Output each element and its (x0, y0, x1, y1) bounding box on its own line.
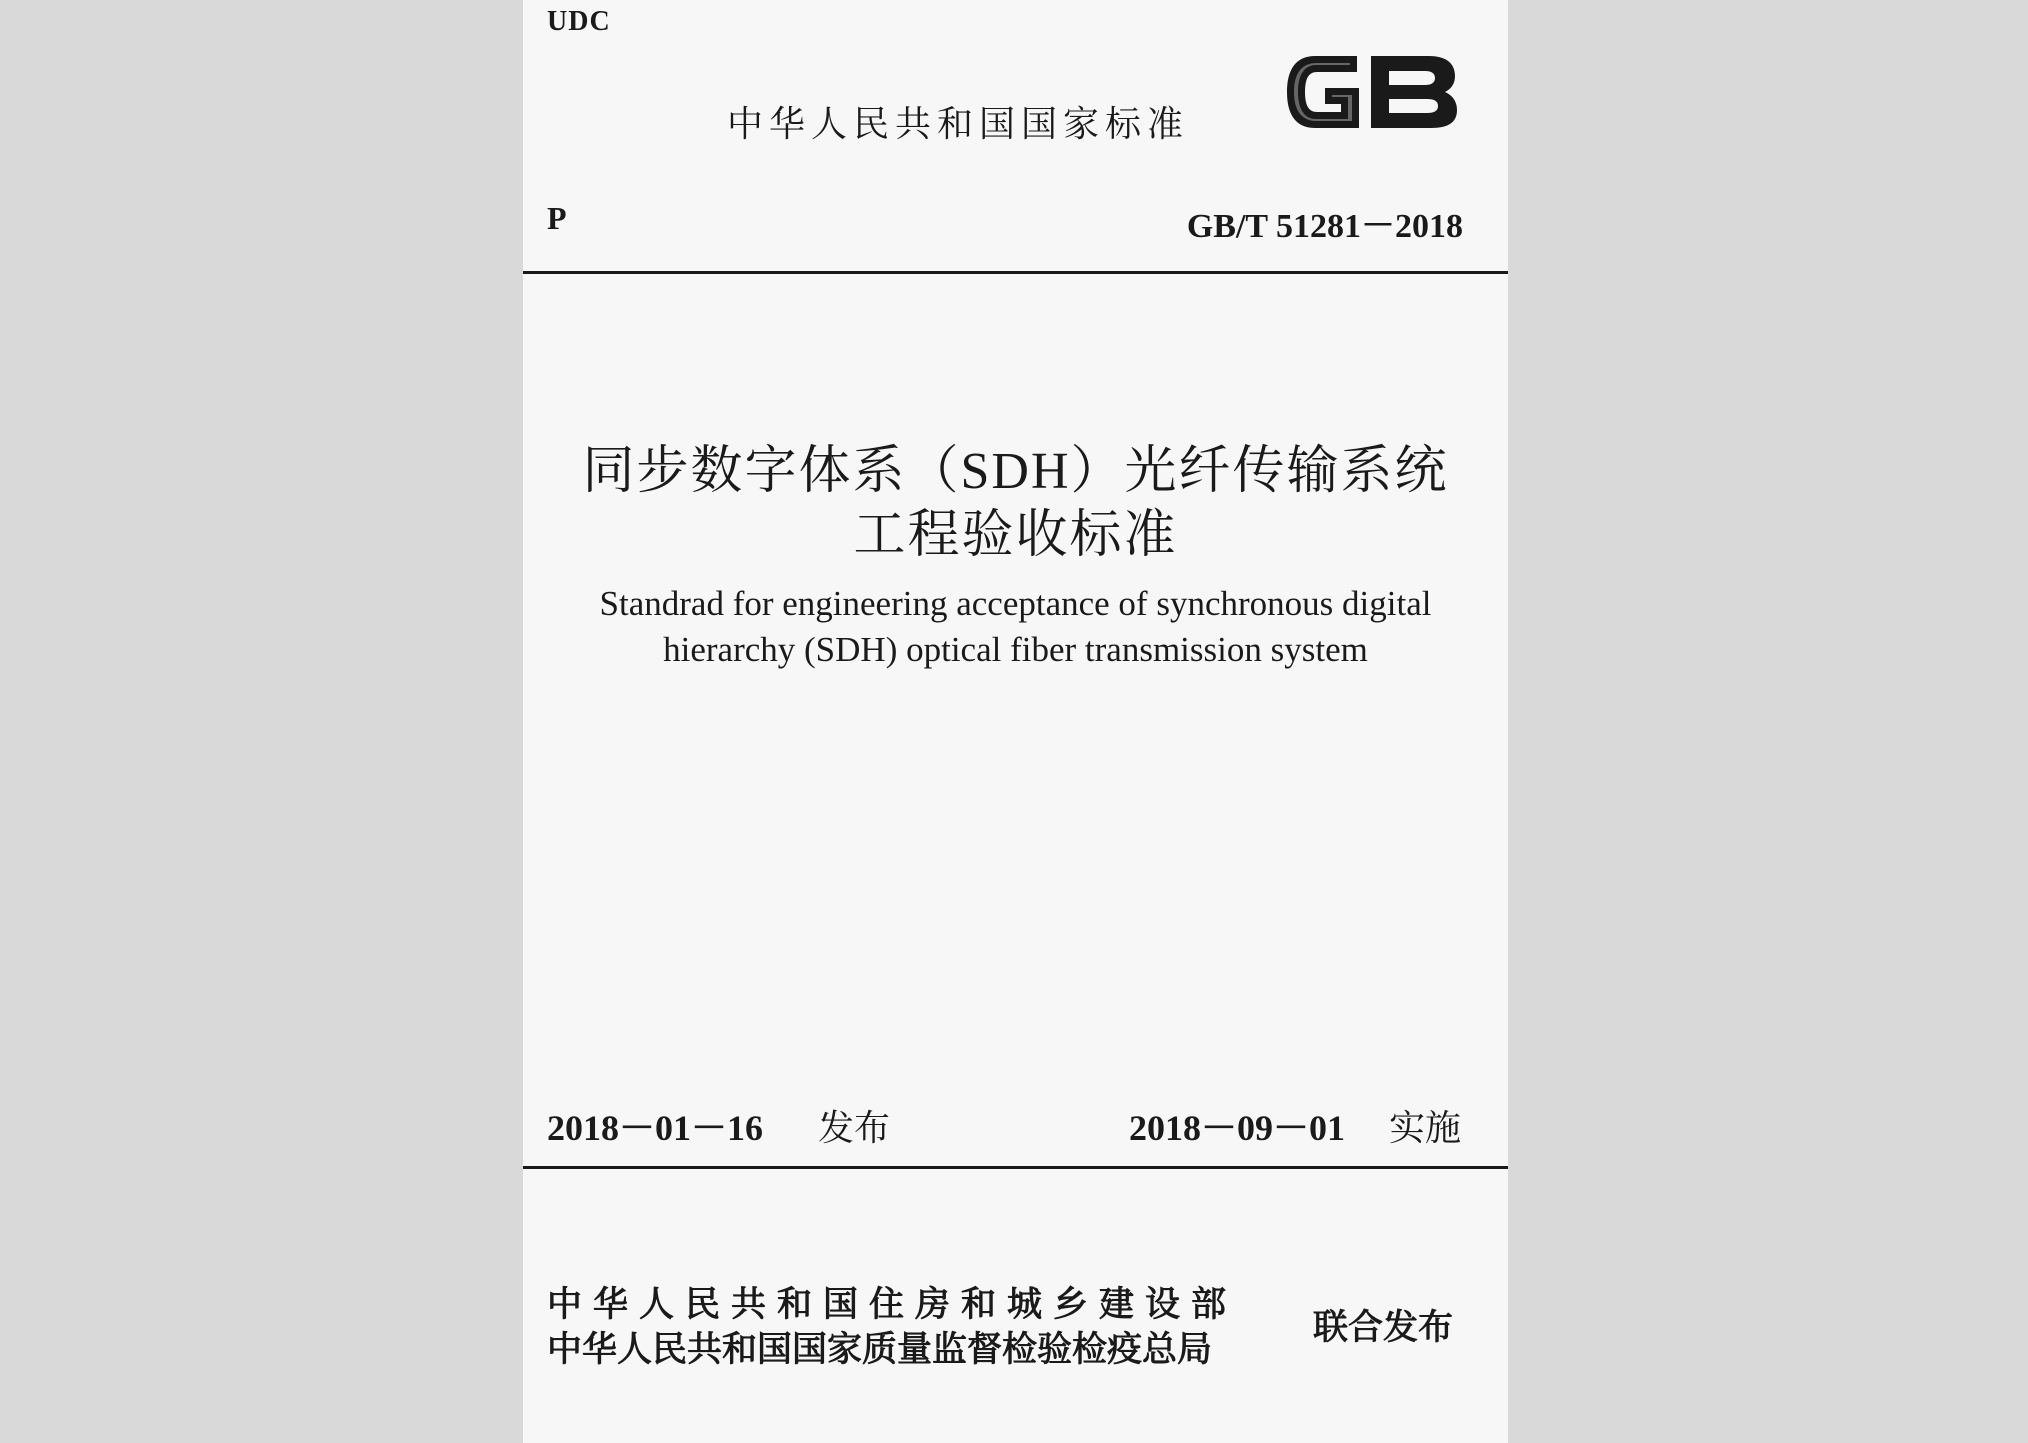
bottom-divider (523, 1166, 1508, 1169)
national-standard-heading: 中华人民共和国国家标准 (727, 104, 1190, 145)
gb-logo-icon (1279, 42, 1463, 142)
title-chinese-line-1: 同步数字体系（SDH）光纤传输系统 (582, 443, 1449, 500)
standard-cover-page (523, 0, 1508, 1443)
title-english-line-2: hierarchy (SDH) optical fiber transmission system (663, 630, 1368, 669)
udc-label: UDC (547, 6, 611, 37)
implementation-label: 实施 (1389, 1108, 1462, 1148)
joint-release-label: 联合发布 (1313, 1308, 1454, 1348)
implementation-date: 2018－09－01 (1129, 1108, 1346, 1148)
issue-date: 2018－01－16 (547, 1108, 764, 1148)
issuer-ministry-housing: 中华人民共和国住房和城乡建设部 (547, 1285, 1238, 1325)
title-chinese-line-2: 工程验收标准 (853, 507, 1178, 564)
issue-label: 发布 (818, 1108, 891, 1148)
category-code: P (547, 200, 567, 236)
top-divider (523, 271, 1508, 274)
title-english-line-1: Standrad for engineering acceptance of synchronous digital (599, 584, 1432, 623)
standard-number: GB/T 51281－2018 (1186, 208, 1463, 245)
issuer-quality-supervision: 中华人民共和国国家质量监督检验检疫总局 (547, 1330, 1213, 1370)
